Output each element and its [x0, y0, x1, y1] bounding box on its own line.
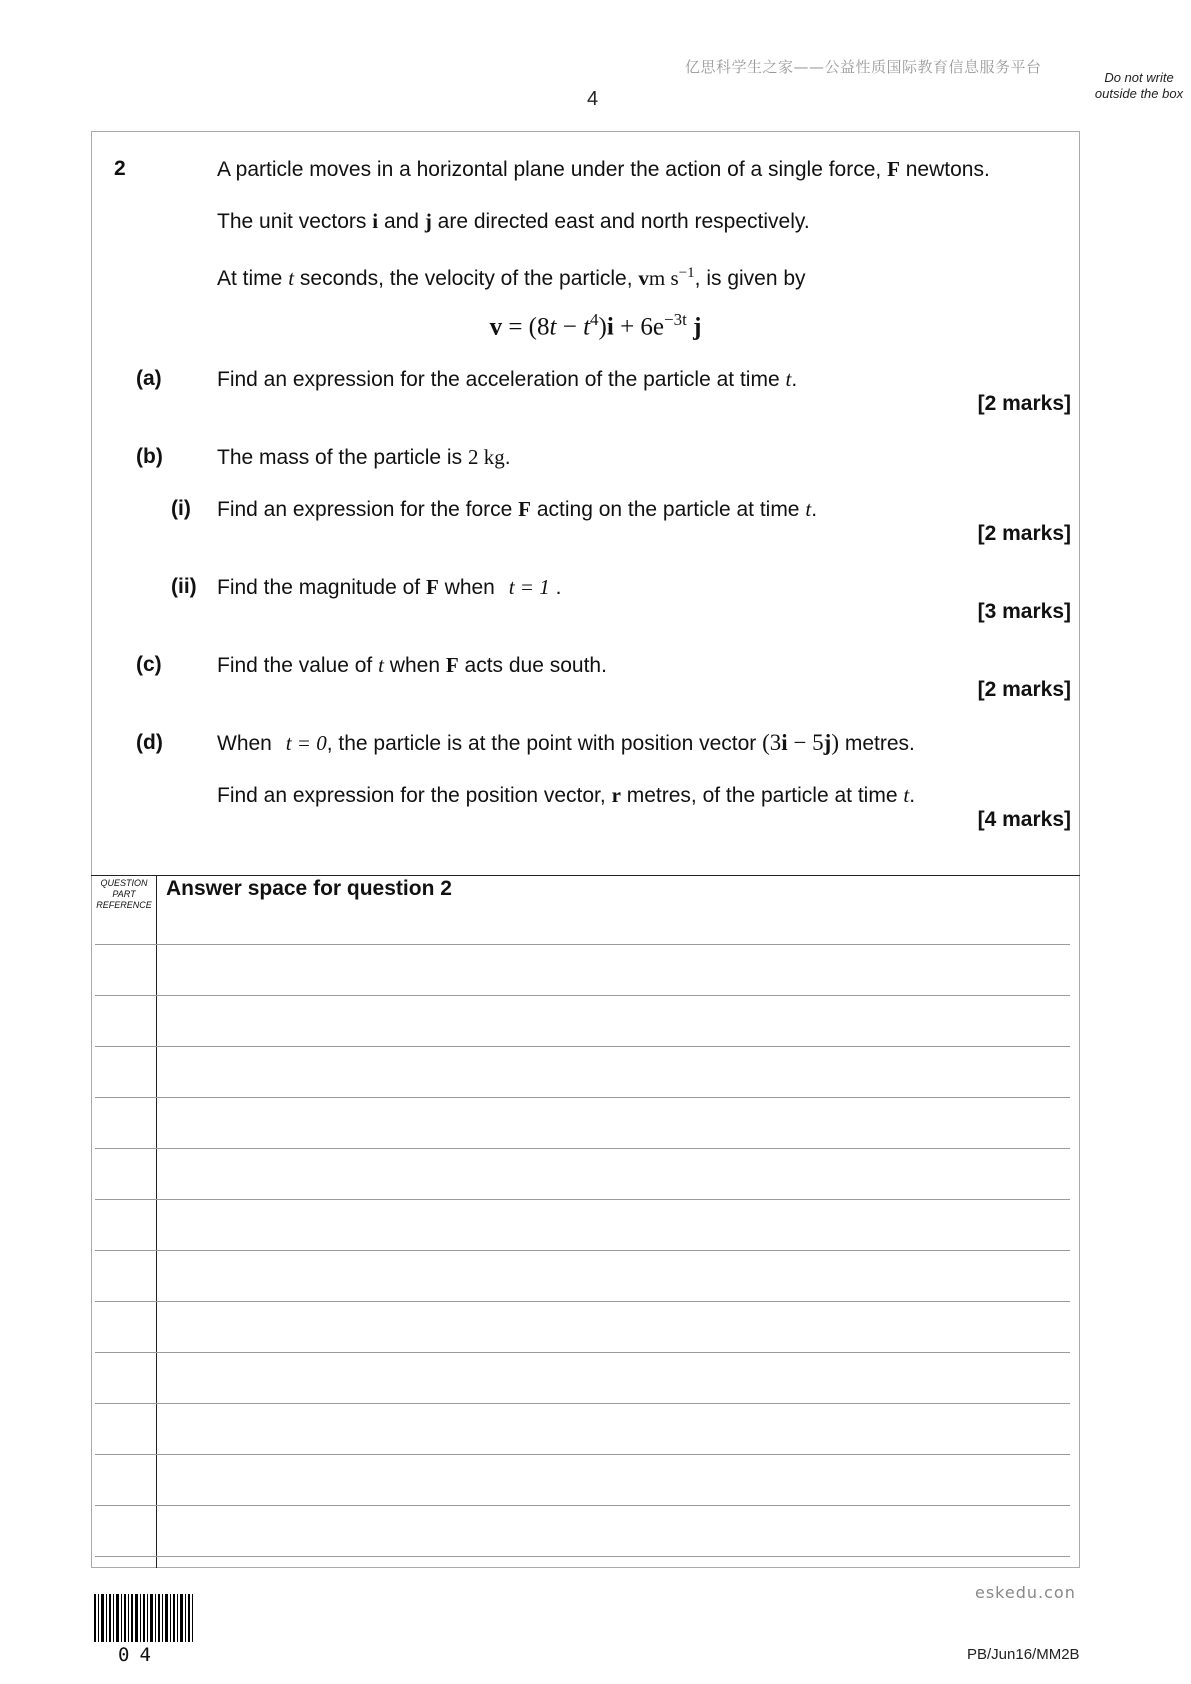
part-a-label: (a) — [136, 367, 162, 390]
answer-area-divider — [156, 875, 157, 1568]
part-bii-label: (ii) — [171, 575, 197, 598]
velocity-formula: $v = (8t - t^4)i + 6e^{-3t}$ j — [489, 310, 702, 341]
part-a-marks: [2 marks] — [977, 392, 1071, 415]
answer-line[interactable] — [95, 1199, 1070, 1200]
answer-line[interactable] — [95, 1301, 1070, 1302]
part-d-text-2: Find an expression for the position vector, r metres, of the particle at time t. — [217, 783, 916, 807]
answer-area-top-border — [91, 875, 1080, 876]
answer-line[interactable] — [95, 1403, 1070, 1404]
site-watermark: eskedu.con — [975, 1583, 1076, 1602]
barcode-number: 04 — [118, 1644, 161, 1666]
part-d-marks: [4 marks] — [977, 808, 1071, 831]
answer-line[interactable] — [95, 1556, 1070, 1557]
paper-code: PB/Jun16/MM2B — [967, 1646, 1080, 1663]
part-b-label: (b) — [136, 445, 163, 468]
part-bii-text: Find the magnitude of F when t = 1 . — [217, 575, 562, 599]
answer-line[interactable] — [95, 944, 1070, 945]
part-c-marks: [2 marks] — [977, 678, 1071, 701]
question-number: 2 — [114, 157, 126, 180]
part-d-label: (d) — [136, 731, 163, 754]
part-d-text-1: When t = 0, the particle is at the point with position vector (3i − 5j) metres. — [217, 730, 915, 755]
part-c-text: Find the value of t when F acts due south. — [217, 653, 607, 677]
intro-line-1: A particle moves in a horizontal plane under the action of a single force, F newtons. — [217, 157, 990, 181]
watermark-text: 亿思科学生之家——公益性质国际教育信息服务平台 — [685, 58, 1042, 76]
answer-line[interactable] — [95, 1454, 1070, 1455]
part-bi-text: Find an expression for the force F acting on the particle at time t. — [217, 497, 818, 521]
answer-line[interactable] — [95, 1505, 1070, 1506]
answer-line[interactable] — [95, 1250, 1070, 1251]
barcode-image — [94, 1594, 194, 1642]
part-b-text: The mass of the particle is 2 kg. — [217, 445, 511, 469]
answer-line[interactable] — [95, 1046, 1070, 1047]
answer-line[interactable] — [95, 995, 1070, 996]
page-number: 4 — [587, 88, 599, 110]
answer-space-title: Answer space for question 2 — [166, 877, 452, 900]
part-bi-marks: [2 marks] — [977, 522, 1071, 545]
part-bi-label: (i) — [171, 497, 191, 520]
question-part-reference-label: QUESTION PART REFERENCE — [96, 878, 152, 910]
margin-note: Do not write outside the box — [1094, 70, 1184, 101]
part-a-text: Find an expression for the acceleration of the particle at time t. — [217, 367, 798, 391]
intro-line-3: At time t seconds, the velocity of the particle, vm $s^{-1}$, is given by — [217, 265, 806, 290]
answer-line[interactable] — [95, 1352, 1070, 1353]
answer-line[interactable] — [95, 1097, 1070, 1098]
part-bii-marks: [3 marks] — [977, 600, 1071, 623]
answer-line[interactable] — [95, 1148, 1070, 1149]
part-c-label: (c) — [136, 653, 162, 676]
intro-line-2: The unit vectors i and j are directed east and north respectively. — [217, 209, 810, 233]
